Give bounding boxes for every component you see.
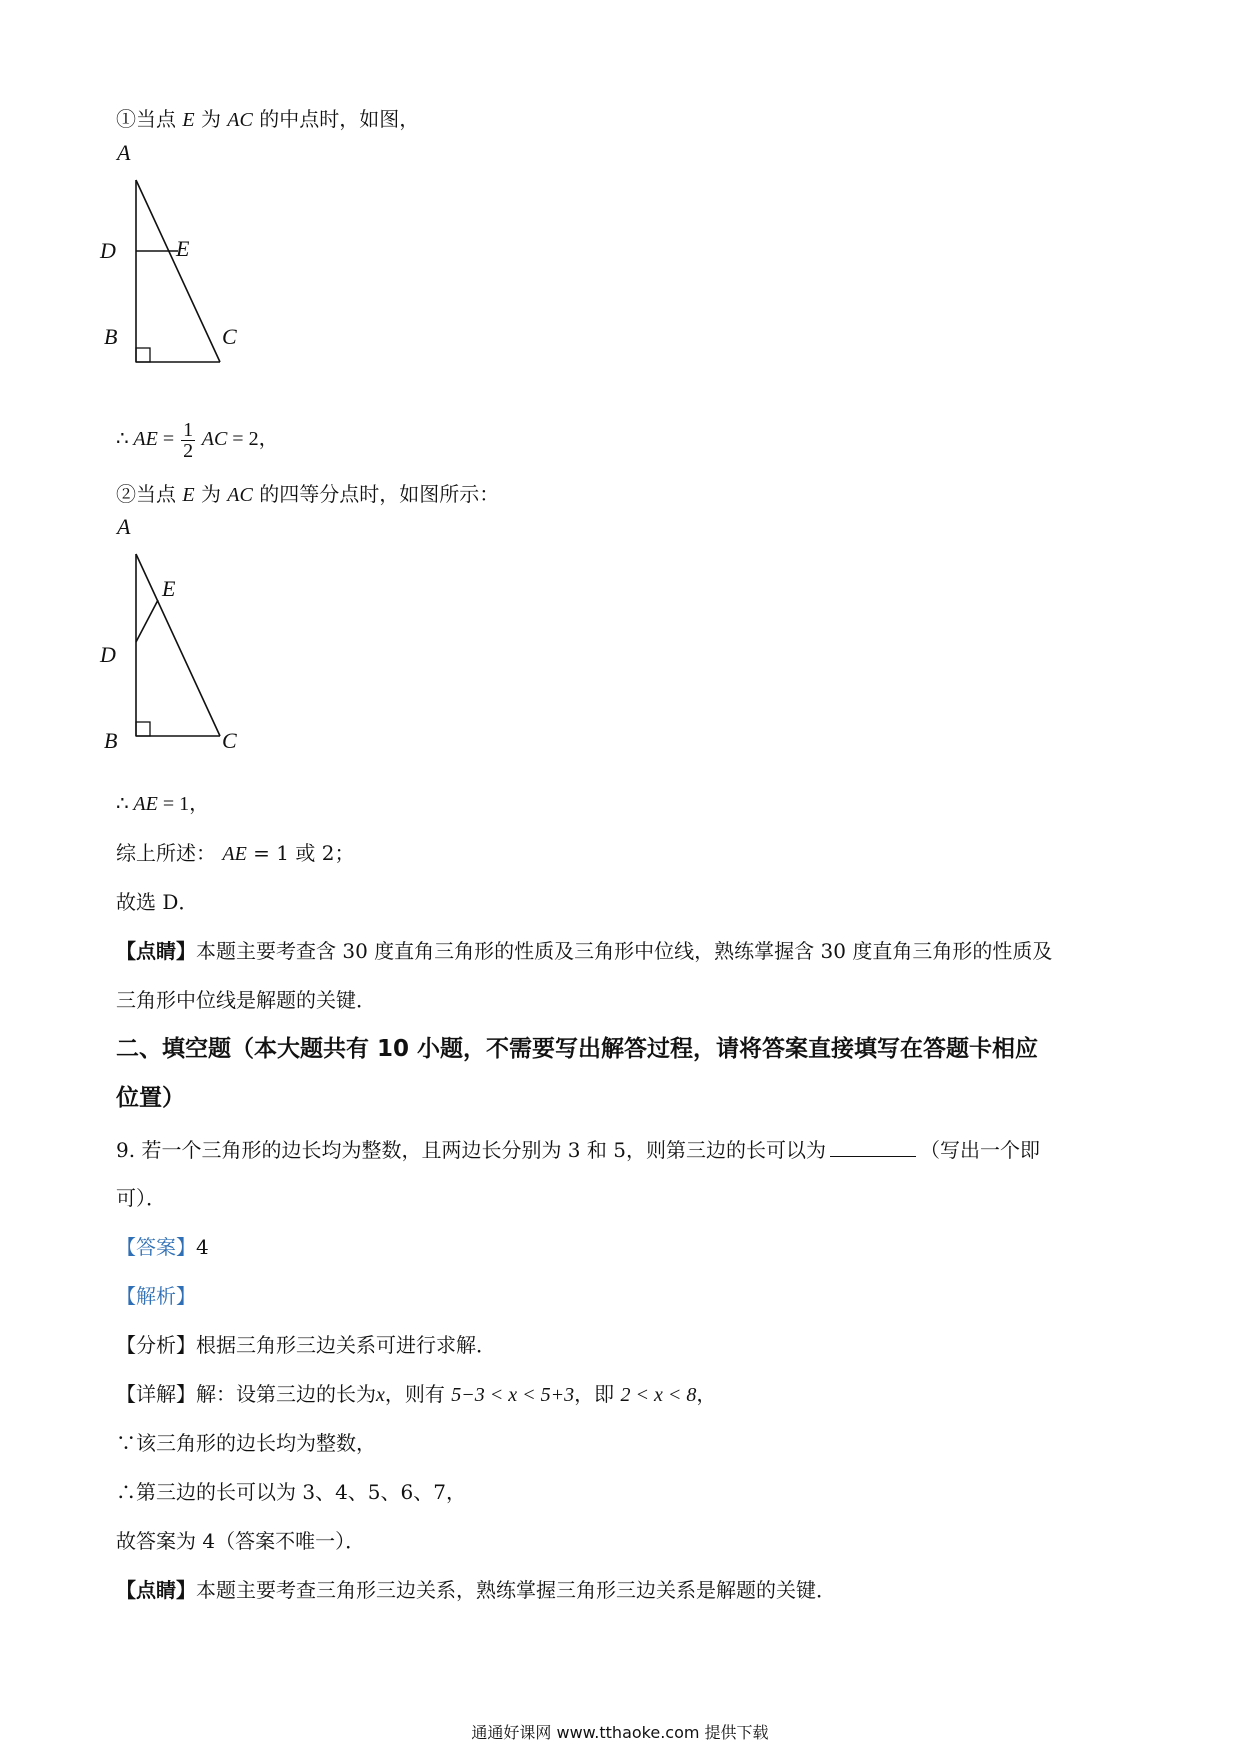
label-c: C — [222, 728, 237, 753]
answer-tag: 【答案】 — [116, 1235, 196, 1259]
side-ac — [136, 180, 220, 362]
inequality-2: 2 < x < 8 — [620, 1384, 697, 1406]
label-c: C — [222, 324, 237, 349]
analysis-line: 【分析】根据三角形三边关系可进行求解． — [116, 1333, 496, 1357]
label-e: E — [176, 236, 190, 261]
label-a: A — [117, 514, 131, 539]
summary: 综上所述： AE = 1 或 2； — [116, 841, 355, 865]
section-heading-line-1: 二、填空题（本大题共有 10 小题，不需要写出解答过程，请将答案直接填写在答题卡相应 — [116, 1036, 1039, 1062]
right-angle-mark — [136, 348, 150, 362]
case1-heading: ①当点 E 为 AC 的中点时，如图， — [116, 107, 420, 131]
point-e: E — [182, 109, 195, 131]
answer-line — [116, 1234, 209, 1260]
note-tag: 【点睛】 — [116, 939, 196, 963]
question-9-line-1: 9. 若一个三角形的边长均为整数，且两边长分别为 3 和 5，则第三边的长可以为 （写出一个即 — [116, 1138, 1040, 1162]
note-1-line-1: 【点睛】本题主要考查含 30 度直角三角形的性质及三角形中位线，熟练掌握含 30 度直角三角形的性质及 — [116, 939, 1053, 963]
triangle-figure-2 — [100, 514, 260, 764]
because-line: ∵该三角形的边长均为整数， — [116, 1431, 376, 1455]
segment-de — [136, 600, 158, 642]
label-b: B — [104, 728, 118, 753]
label-e: E — [162, 576, 176, 601]
final-answer-line: 故答案为 4（答案不唯一）． — [116, 1529, 366, 1553]
result-1: ∴ AE = $\frac{1}{2}$ AC = 2， — [116, 419, 279, 462]
right-angle-mark — [136, 722, 150, 736]
circled-one: ① — [116, 107, 136, 131]
circled-two: ② — [116, 482, 136, 506]
label-b: B — [104, 324, 118, 349]
section-heading-line-2: 位置） — [116, 1085, 185, 1111]
label-d: D — [100, 642, 116, 667]
label-d: D — [100, 238, 116, 263]
jiexi-tag: 【解析】 — [116, 1284, 196, 1308]
question-9-line-2: 可）． — [116, 1186, 166, 1210]
result-2: ∴ AE = 1， — [116, 793, 210, 815]
therefore-line: ∴第三边的长可以为 3、4、5、6、7， — [116, 1480, 466, 1504]
note-2-line: 【点睛】本题主要考查三角形三边关系，熟练掌握三角形三边关系是解题的关键． — [116, 1578, 836, 1602]
note-1-line-2: 三角形中位线是解题的关键． — [116, 988, 376, 1012]
label-a: A — [117, 140, 131, 165]
triangle-figure-1 — [100, 140, 260, 390]
answer-choice: 故选 D． — [116, 890, 199, 914]
answer-blank — [830, 1136, 916, 1157]
fraction-one-half: $\frac{1}{2}$ — [183, 419, 194, 462]
case2-heading: ②当点 E 为 AC 的四等分点时，如图所示： — [116, 482, 500, 506]
page-footer: 通通好课网 www.tthaoke.com 提供下载 — [471, 1723, 769, 1742]
detail-line: 【详解】解：设第三边的长为x，则有 5−3 < x < 5+3，即 2 < x < 8， — [116, 1382, 717, 1406]
segment-ac: AC — [227, 109, 253, 131]
answer-value: 4 — [196, 1235, 209, 1259]
side-ac — [136, 554, 220, 736]
inequality-1: 5−3 < x < 5+3 — [451, 1384, 575, 1406]
